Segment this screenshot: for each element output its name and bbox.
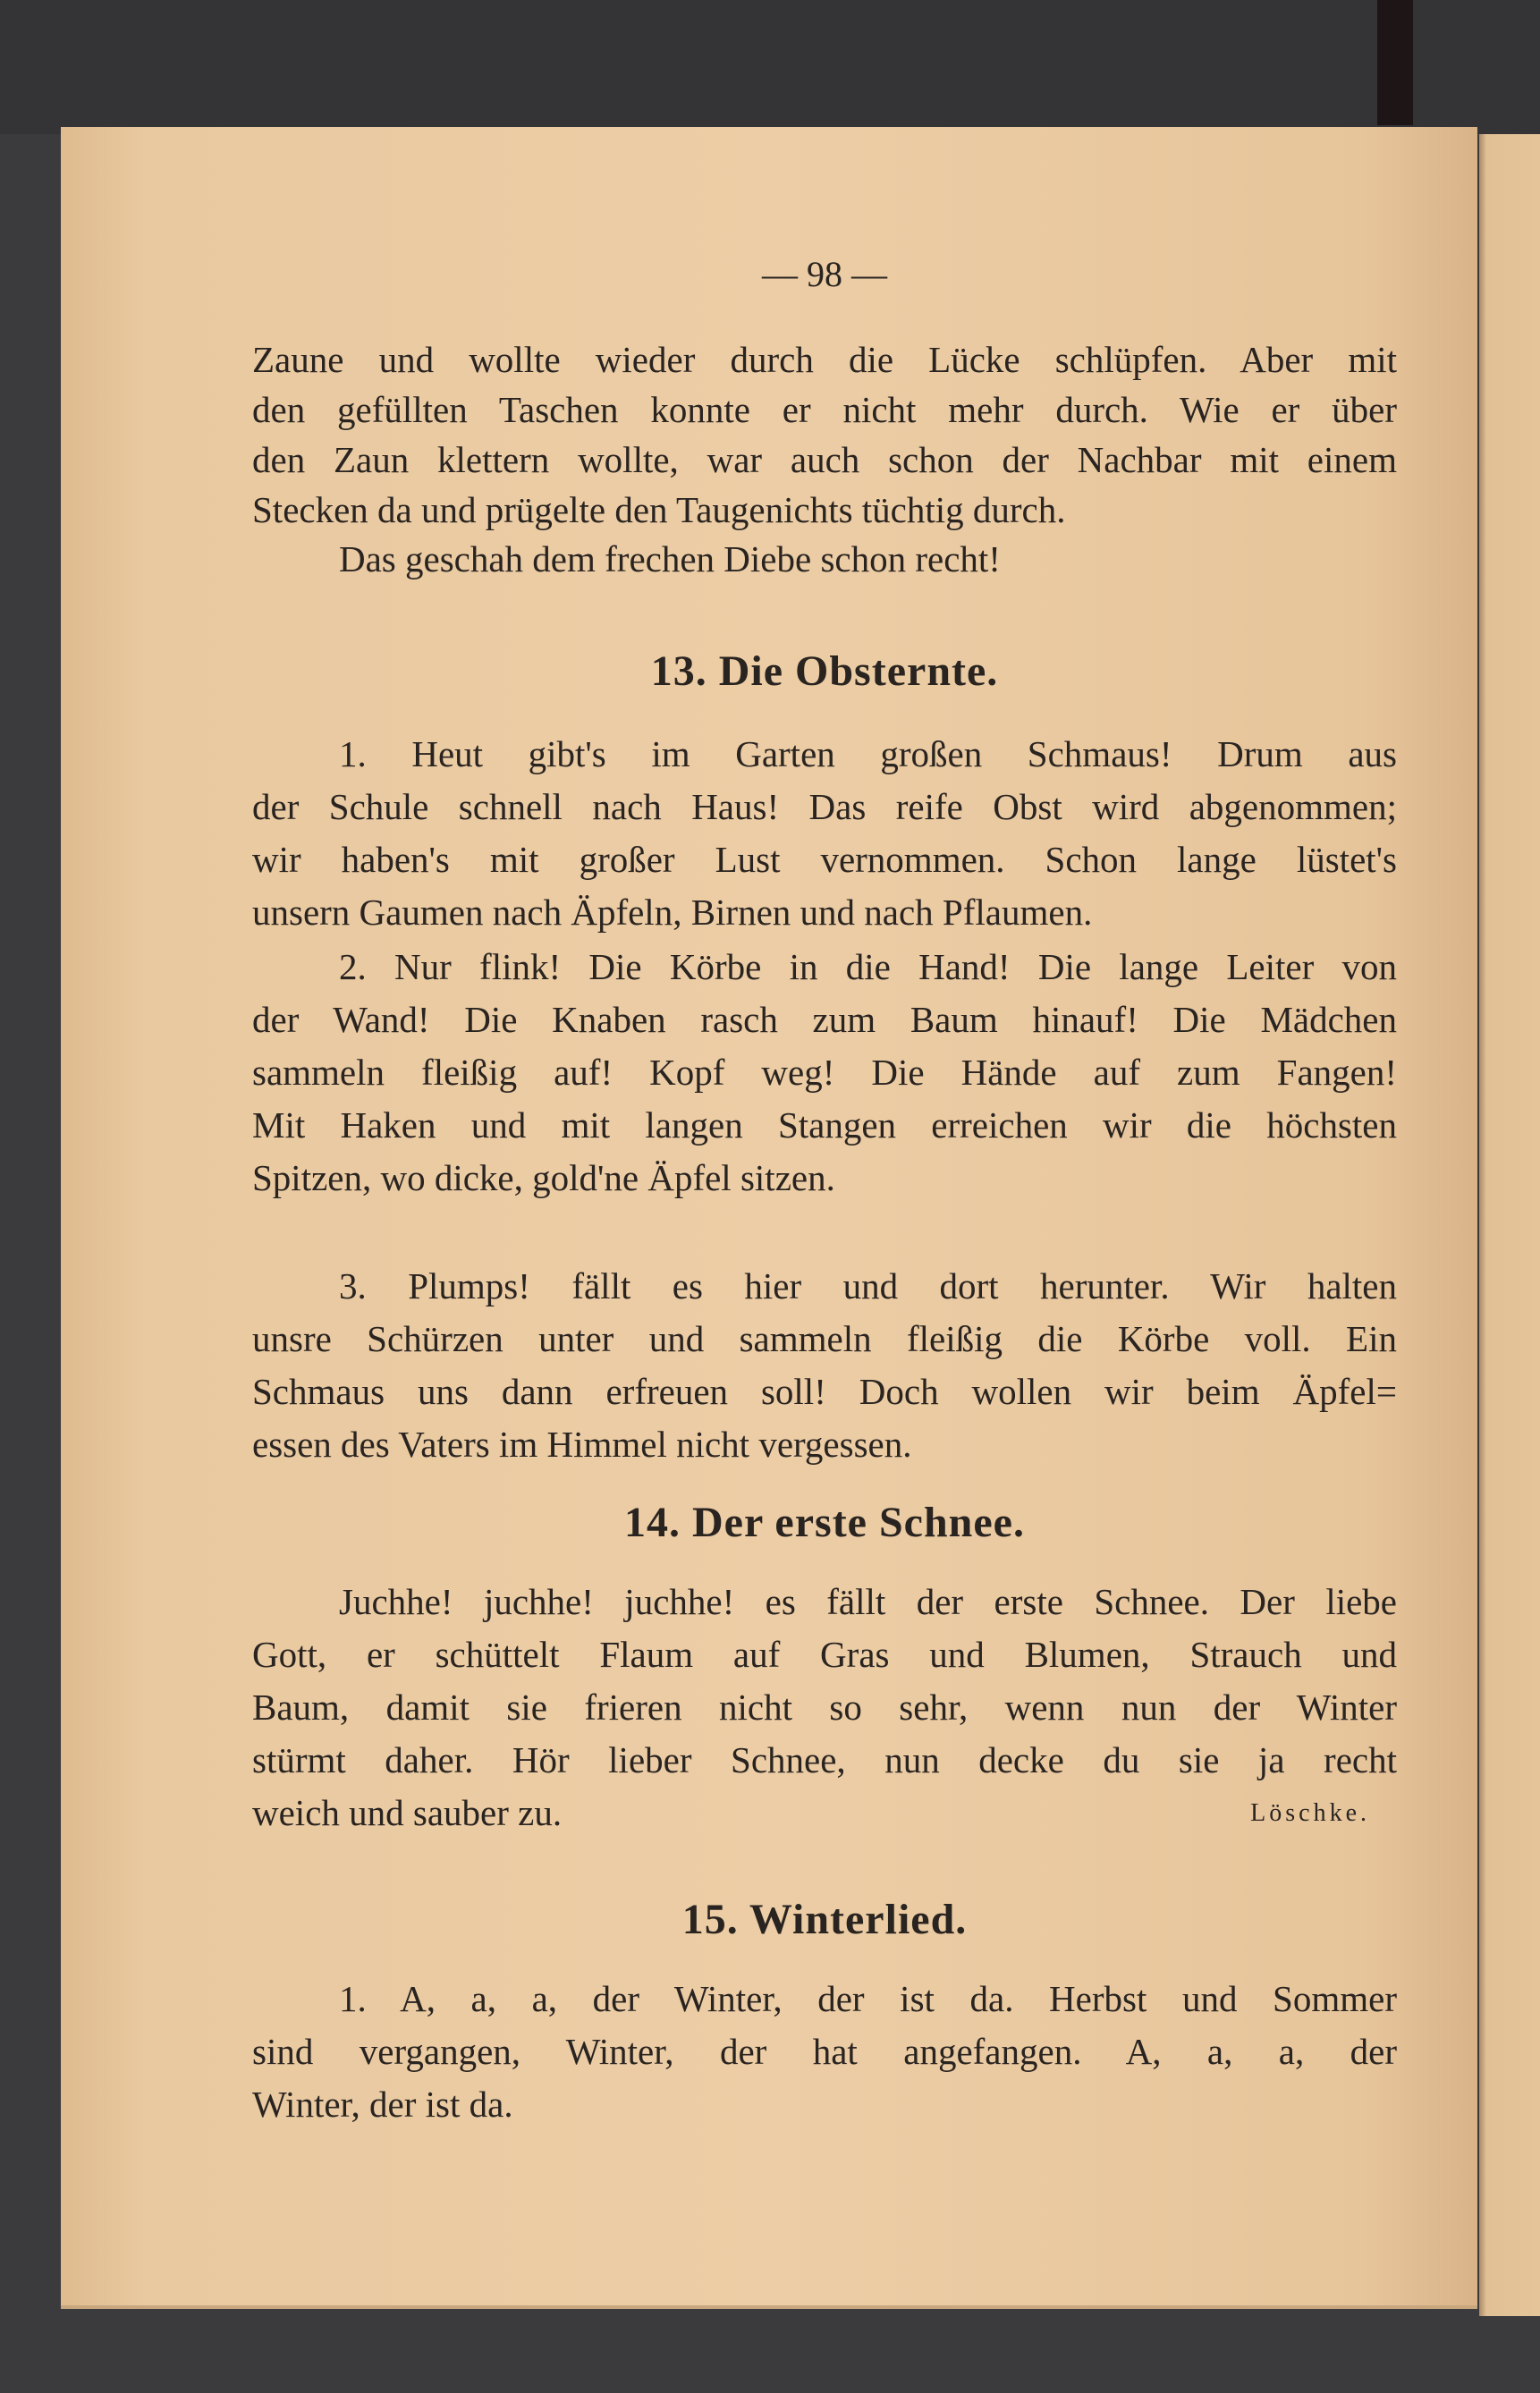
stanza-3 bbox=[252, 1260, 1397, 1471]
text-line: sammeln fleißig auf! Kopf weg! Die Hände auf zum Fangen! bbox=[252, 1052, 1397, 1093]
text-line: unsern Gaumen nach Äpfeln, Birnen und nach Pflaumen. bbox=[252, 892, 1093, 933]
page-number: — 98 — bbox=[762, 254, 887, 294]
text-line: Zaune und wollte wieder durch die Lücke schlüpfen. Aber mit bbox=[252, 339, 1397, 380]
text-line: Spitzen, wo dicke, gold'ne Äpfel sitzen. bbox=[252, 1157, 835, 1198]
author-attribution: Löschke. bbox=[1250, 1799, 1370, 1827]
text-line bbox=[252, 1787, 1397, 1839]
text-line: 3. Plumps! fällt es hier und dort herunter. Wir halten bbox=[339, 1265, 1397, 1306]
stanza-1 bbox=[252, 728, 1397, 939]
section-heading-13: 13. Die Obsternte. bbox=[650, 647, 999, 695]
text-line: Mit Haken und mit langen Stangen erreichen wir die höchsten bbox=[252, 1104, 1397, 1146]
text-line: den gefüllten Taschen konnte er nicht mehr durch. Wie er über bbox=[252, 389, 1397, 430]
poem-first-snow bbox=[252, 1576, 1397, 1839]
text-line: 1. Heut gibt's im Garten großen Schmaus! Drum aus bbox=[339, 733, 1397, 774]
text-line: stürmt daher. Hör lieber Schnee, nun decke du sie ja recht bbox=[252, 1739, 1397, 1780]
stanza-2 bbox=[252, 941, 1397, 1205]
paragraph-continued bbox=[252, 334, 1397, 535]
text-line: Gott, er schüttelt Flaum auf Gras und Blumen, Strauch und bbox=[252, 1634, 1397, 1675]
text-line: 1. A, a, a, der Winter, der ist da. Herbst und Sommer bbox=[339, 1978, 1397, 2019]
text-line: 2. Nur flink! Die Körbe in die Hand! Die lange Leiter von bbox=[339, 946, 1397, 987]
text-line: der Schule schnell nach Haus! Das reife Obst wird abgenommen; bbox=[252, 786, 1397, 827]
text-line: essen des Vaters im Himmel nicht vergessen. bbox=[252, 1424, 912, 1465]
paragraph-moral bbox=[252, 533, 1397, 586]
text-line: wir haben's mit großer Lust vernommen. Schon lange lüstet's bbox=[252, 839, 1397, 880]
section-heading-14: 14. Der erste Schnee. bbox=[624, 1499, 1025, 1546]
text-line: Stecken da und prügelte den Taugenichts tüchtig durch. bbox=[252, 489, 1066, 530]
section-heading-15: 15. Winterlied. bbox=[681, 1896, 968, 1943]
text-line: den Zaun klettern wollte, war auch schon der Nachbar mit einem bbox=[252, 439, 1397, 480]
text-line: Juchhe! juchhe! juchhe! es fällt der erste Schnee. Der liebe bbox=[339, 1581, 1397, 1622]
text-line: unsre Schürzen unter und sammeln fleißig die Körbe voll. Ein bbox=[252, 1318, 1397, 1359]
text-line: Baum, damit sie frieren nicht so sehr, wenn nun der Winter bbox=[252, 1687, 1397, 1728]
text-line-content: weich und sauber zu. bbox=[252, 1792, 563, 1833]
text-line: Das geschah dem frechen Diebe schon recht! bbox=[339, 538, 1001, 579]
text-line: der Wand! Die Knaben rasch zum Baum hinauf! Die Mädchen bbox=[252, 999, 1397, 1040]
text-line: Schmaus uns dann erfreuen soll! Doch wollen wir beim Äpfel= bbox=[252, 1371, 1397, 1412]
stanza-winterlied-1 bbox=[252, 1973, 1397, 2131]
text-line: sind vergangen, Winter, der hat angefangen. A, a, a, der bbox=[252, 2031, 1397, 2072]
text-line: Winter, der ist da. bbox=[252, 2084, 513, 2125]
